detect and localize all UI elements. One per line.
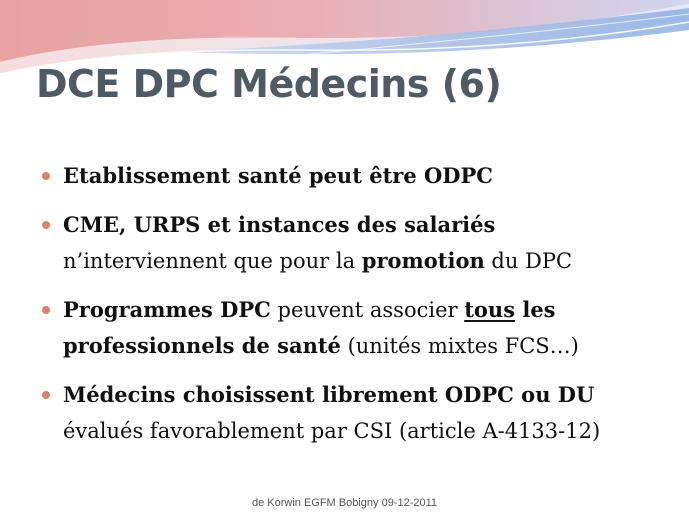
text-run: tous — [464, 297, 516, 322]
bullet-line — [63, 243, 662, 279]
bullet-line — [63, 377, 662, 413]
slide-title: DCE DPC Médecins (6) — [36, 62, 502, 106]
bullet-dot-icon — [42, 172, 50, 180]
text-run: Médecins choisissent librement ODPC ou DU — [63, 382, 595, 407]
bullet-dot-icon — [42, 391, 50, 399]
text-run: professionnels de santé — [63, 333, 341, 358]
bullet-line — [63, 413, 662, 449]
text-run: CME, URPS et instances des salariés — [63, 212, 496, 237]
text-run: évalués favorablement par CSI (article A-4133-12) — [63, 419, 601, 443]
bullet-dot-icon — [42, 221, 50, 229]
footer-text: de Korwin EGFM Bobigny 09-12-2011 — [251, 497, 438, 509]
bullet-item — [42, 377, 662, 449]
bullet-line — [63, 292, 662, 328]
bullet-line — [63, 158, 662, 194]
text-run: les — [515, 297, 556, 322]
bullet-list — [42, 158, 662, 462]
text-run: peuvent associer — [270, 298, 465, 322]
text-run: (unités mixtes FCS…) — [340, 334, 579, 358]
bullet-line — [63, 328, 662, 364]
text-run: Programmes DPC — [63, 297, 271, 322]
text-run: Etablissement santé peut être ODPC — [63, 163, 494, 188]
text-run: n’interviennent que pour la — [63, 249, 362, 273]
bullet-item — [42, 207, 662, 279]
text-run: du DPC — [484, 249, 573, 273]
text-run: promotion — [361, 248, 485, 273]
bullet-line — [63, 207, 662, 243]
bullet-item — [42, 292, 662, 364]
bullet-item — [42, 158, 662, 194]
bullet-dot-icon — [42, 306, 50, 314]
